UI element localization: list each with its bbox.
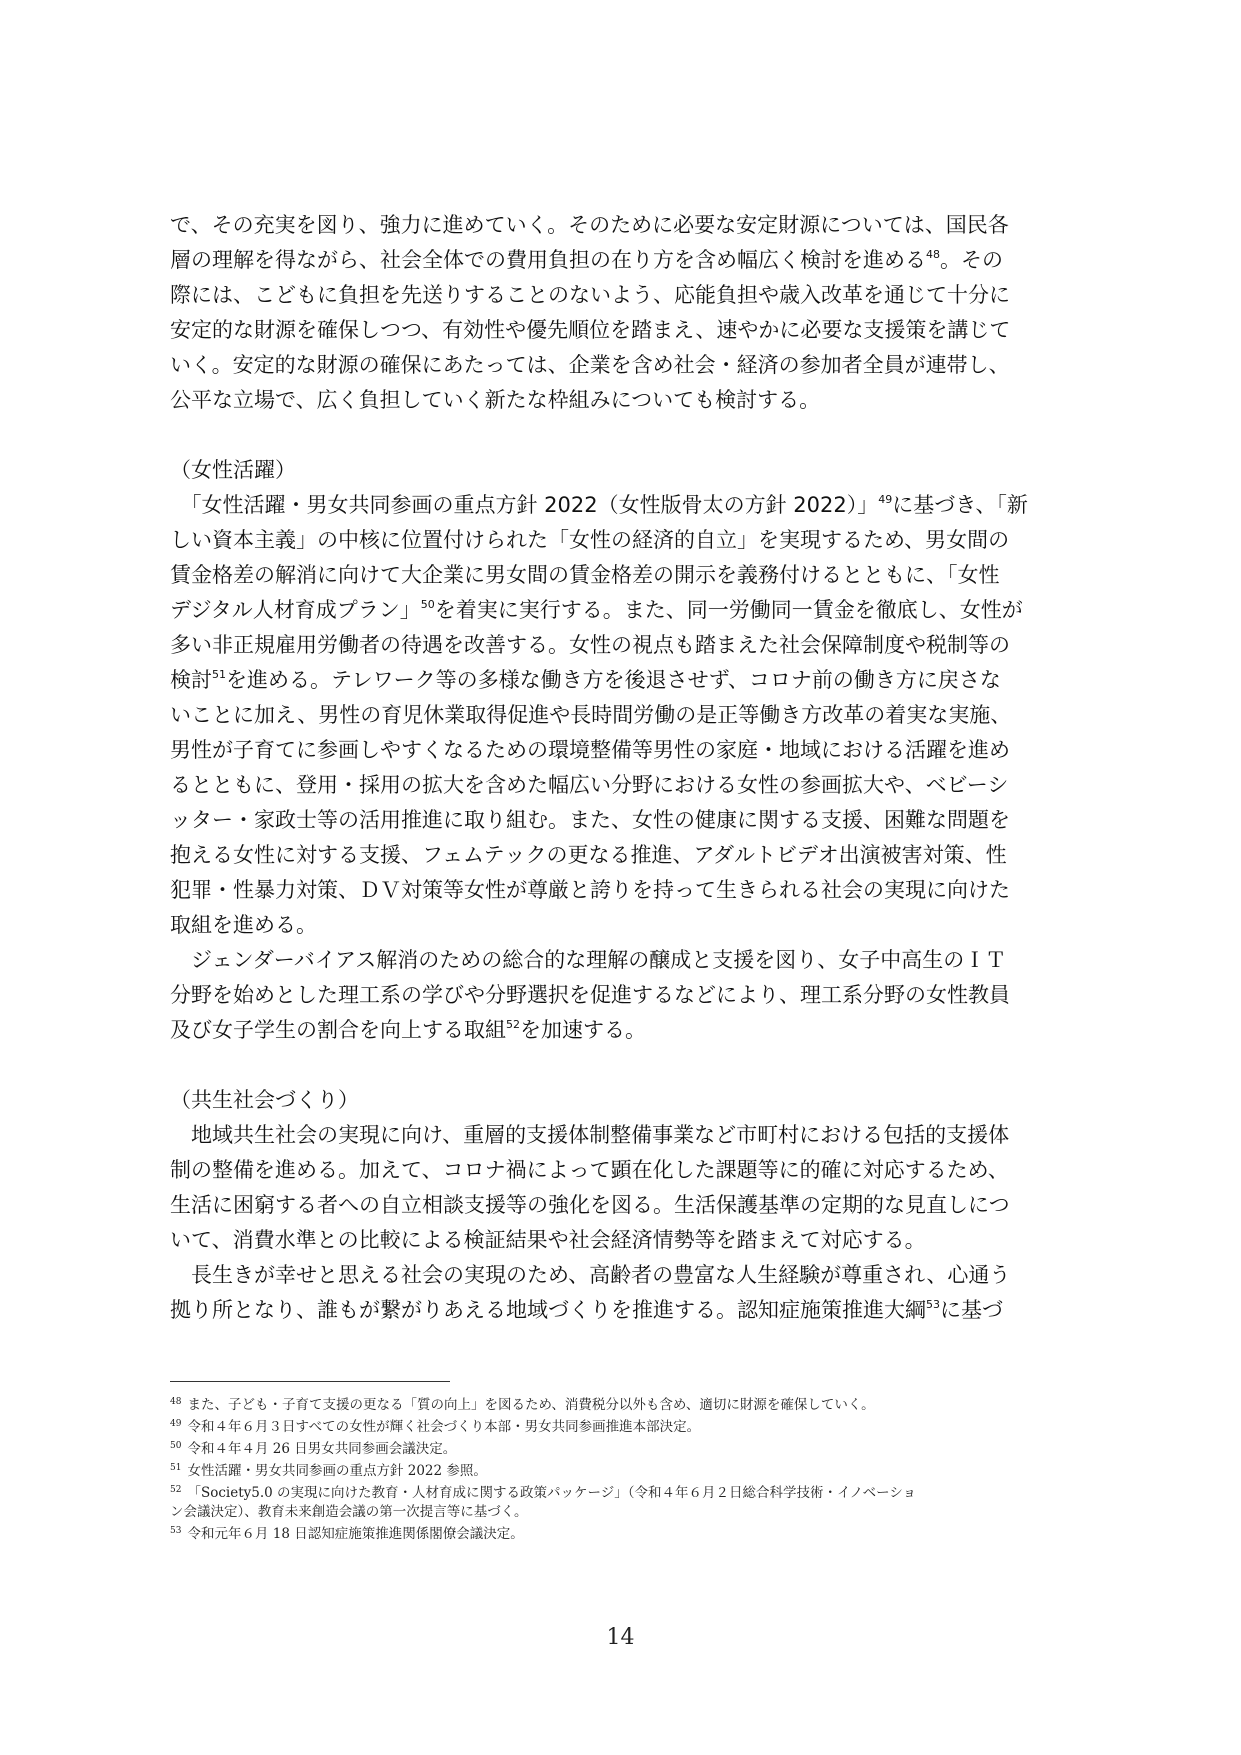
text-line: 制の整備を進める。加えて、コロナ禍によって顕在化した課題等に的確に対応するため、 <box>170 1158 1009 1182</box>
footnote-text: 「Society5.0 の実現に向けた教育・人材育成に関する政策パッケージ」（令和４年６月２日総合科学技術・イノベーショ <box>187 1485 917 1501</box>
footnote <box>170 1415 1076 1437</box>
footnote-text: 令和４年６月３日すべての女性が輝く社会づくり本部・男女共同参画推進本部決定。 <box>187 1419 701 1435</box>
text-line: 際には、こどもに負担を先送りすることのないよう、応能負担や歳入改革を通じて十分に <box>170 283 1010 307</box>
women-paragraph-1 <box>170 488 1076 943</box>
footnote <box>170 1437 1076 1459</box>
text-line <box>170 1013 1076 1048</box>
footnote <box>170 1481 1076 1503</box>
footnote-continuation <box>170 1503 1076 1522</box>
footnote-text: また、子ども・子育て支援の更なる「質の向上」を図るため、消費税分以外も含め、適切に財源を確保していく。 <box>187 1397 875 1413</box>
footnotes <box>170 1393 1076 1544</box>
text-segment: を加速する。 <box>520 1018 646 1042</box>
footnote-number: 49 <box>170 1419 182 1429</box>
society-paragraph-1 <box>170 1118 1076 1258</box>
footnote-text: 令和元年６月 18 日認知症施策推進関係閣僚会議決定。 <box>187 1526 524 1542</box>
text-line <box>170 1118 1076 1153</box>
text-line: 男性が子育てに参画しやすくなるための環境整備等男性の家庭・地域における活躍を進め <box>170 738 1010 762</box>
page-number: 14 <box>606 1625 635 1650</box>
text-line: 安定的な財源を確保しつつ、有効性や優先順位を踏まえ、速やかに必要な支援策を講じて <box>170 318 1011 342</box>
footnote-number: 52 <box>170 1485 182 1495</box>
text-line <box>170 593 1076 628</box>
footnote-ref-52: 52 <box>506 1018 520 1031</box>
text-line <box>170 488 1076 523</box>
text-segment: デジタル人材育成プラン」 <box>170 598 421 622</box>
footnote-number: 48 <box>170 1397 182 1407</box>
text-line: で、その充実を図り、強力に進めていく。そのために必要な安定財源については、国民各 <box>170 213 1009 237</box>
text-line: 賃金格差の解消に向けて大企業に男女間の賃金格差の開示を義務付けるとともに、「女性 <box>170 563 1000 587</box>
text-line <box>170 943 1076 978</box>
women-paragraph-2 <box>170 943 1076 1048</box>
text-segment: 「女性活躍・男女共同参画の重点方針 2022（女性版骨太の方針 2022）」 <box>191 493 879 517</box>
footnote-separator <box>170 1381 450 1382</box>
text-segment: に基づ <box>940 1298 1003 1322</box>
spacer <box>170 1048 1076 1083</box>
footnote <box>170 1459 1076 1481</box>
text-line: いて、消費水準との比較による検証結果や社会経済情勢等を踏まえて対応する。 <box>170 1228 926 1252</box>
text-line: 多い非正規雇用労働者の待遇を改善する。女性の視点も踏まえた社会保障制度や税制等の <box>170 633 1010 657</box>
intro-paragraph <box>170 208 1076 418</box>
footnote-ref-49: 49 <box>878 493 893 506</box>
text-line <box>170 1258 1076 1293</box>
spacer <box>170 418 1076 453</box>
text-segment: 長生きが幸せと思える社会の実現のため、高齢者の豊富な人生経験が尊重され、心通う <box>191 1263 1011 1287</box>
footnote-number: 53 <box>170 1526 182 1536</box>
text-line: 分野を始めとした理工系の学びや分野選択を促進するなどにより、理工系分野の女性教員 <box>170 983 1010 1007</box>
footnote <box>170 1393 1076 1415</box>
footnote-text: ン会議決定）、教育未来創造会議の第一次提言等に基づく。 <box>170 1504 528 1520</box>
text-segment: に基づき、「新 <box>892 493 1028 517</box>
footnote-ref-48: 48 <box>926 248 940 261</box>
footnote-ref-53: 53 <box>926 1298 940 1311</box>
text-segment: を進める。テレワーク等の多様な働き方を後退させず、コロナ前の働き方に戻さな <box>226 668 1001 692</box>
footnote-ref-51: 51 <box>212 668 226 681</box>
footnote-number: 51 <box>170 1463 182 1473</box>
text-line: いく。安定的な財源の確保にあたっては、企業を含め社会・経済の参加者全員が連帯し、 <box>170 353 1010 377</box>
text-line <box>170 663 1076 698</box>
text-segment: を着実に実行する。また、同一労働同一賃金を徹底し、女性が <box>434 598 1023 622</box>
text-line <box>170 243 1076 278</box>
text-line: 取組を進める。 <box>170 913 317 937</box>
text-line: ッター・家政士等の活用推進に取り組む。また、女性の健康に関する支援、困難な問題を <box>170 808 1010 832</box>
text-line: 抱える女性に対する支援、フェムテックの更なる推進、アダルトビデオ出演被害対策、性 <box>170 843 1007 867</box>
footnote-number: 50 <box>170 1441 182 1451</box>
text-line: 犯罪・性暴力対策、ＤＶ対策等女性が尊厳と誇りを持って生きられる社会の実現に向けた <box>170 878 1010 902</box>
text-line: るとともに、登用・採用の拡大を含めた幅広い分野における女性の参画拡大や、ベビーシ <box>170 773 1009 797</box>
text-segment: 拠り所となり、誰もが繋がりあえる地域づくりを推進する。認知症施策推進大綱 <box>170 1298 926 1322</box>
footnote <box>170 1522 1076 1544</box>
main-body <box>170 208 1076 1328</box>
text-segment: 地域共生社会の実現に向け、重層的支援体制整備事業など市町村における包括的支援体 <box>191 1123 1010 1147</box>
text-segment: 及び女子学生の割合を向上する取組 <box>170 1018 506 1042</box>
society-paragraph-2 <box>170 1258 1076 1328</box>
text-line: 生活に困窮する者への自立相談支援等の強化を図る。生活保護基準の定期的な見直しにつ <box>170 1193 1010 1217</box>
section-heading-society: （共生社会づくり） <box>170 1088 359 1112</box>
text-segment: 。その <box>940 248 1003 272</box>
text-line <box>170 1293 1076 1328</box>
text-line: いことに加え、男性の育児休業取得促進や長時間労働の是正等働き方改革の着実な実施、 <box>170 703 1012 727</box>
footnote-text: 令和４年４月 26 日男女共同参画会議決定。 <box>187 1441 457 1457</box>
text-segment: 検討 <box>170 668 212 692</box>
text-segment: 層の理解を得ながら、社会全体での費用負担の在り方を含め幅広く検討を進める <box>170 248 926 272</box>
footnote-ref-50: 50 <box>420 598 435 611</box>
footnote-text: 女性活躍・男女共同参画の重点方針 2022 参照。 <box>187 1463 487 1479</box>
text-segment: ジェンダーバイアス解消のための総合的な理解の醸成と支援を図り、女子中高生のＩＴ <box>191 948 1007 972</box>
text-line: しい資本主義」の中核に位置付けられた「女性の経済的自立」を実現するため、男女間の <box>170 528 1010 552</box>
text-line: 公平な立場で、広く負担していく新たな枠組みについても検討する。 <box>170 388 821 412</box>
section-heading-women: （女性活躍） <box>170 458 296 482</box>
